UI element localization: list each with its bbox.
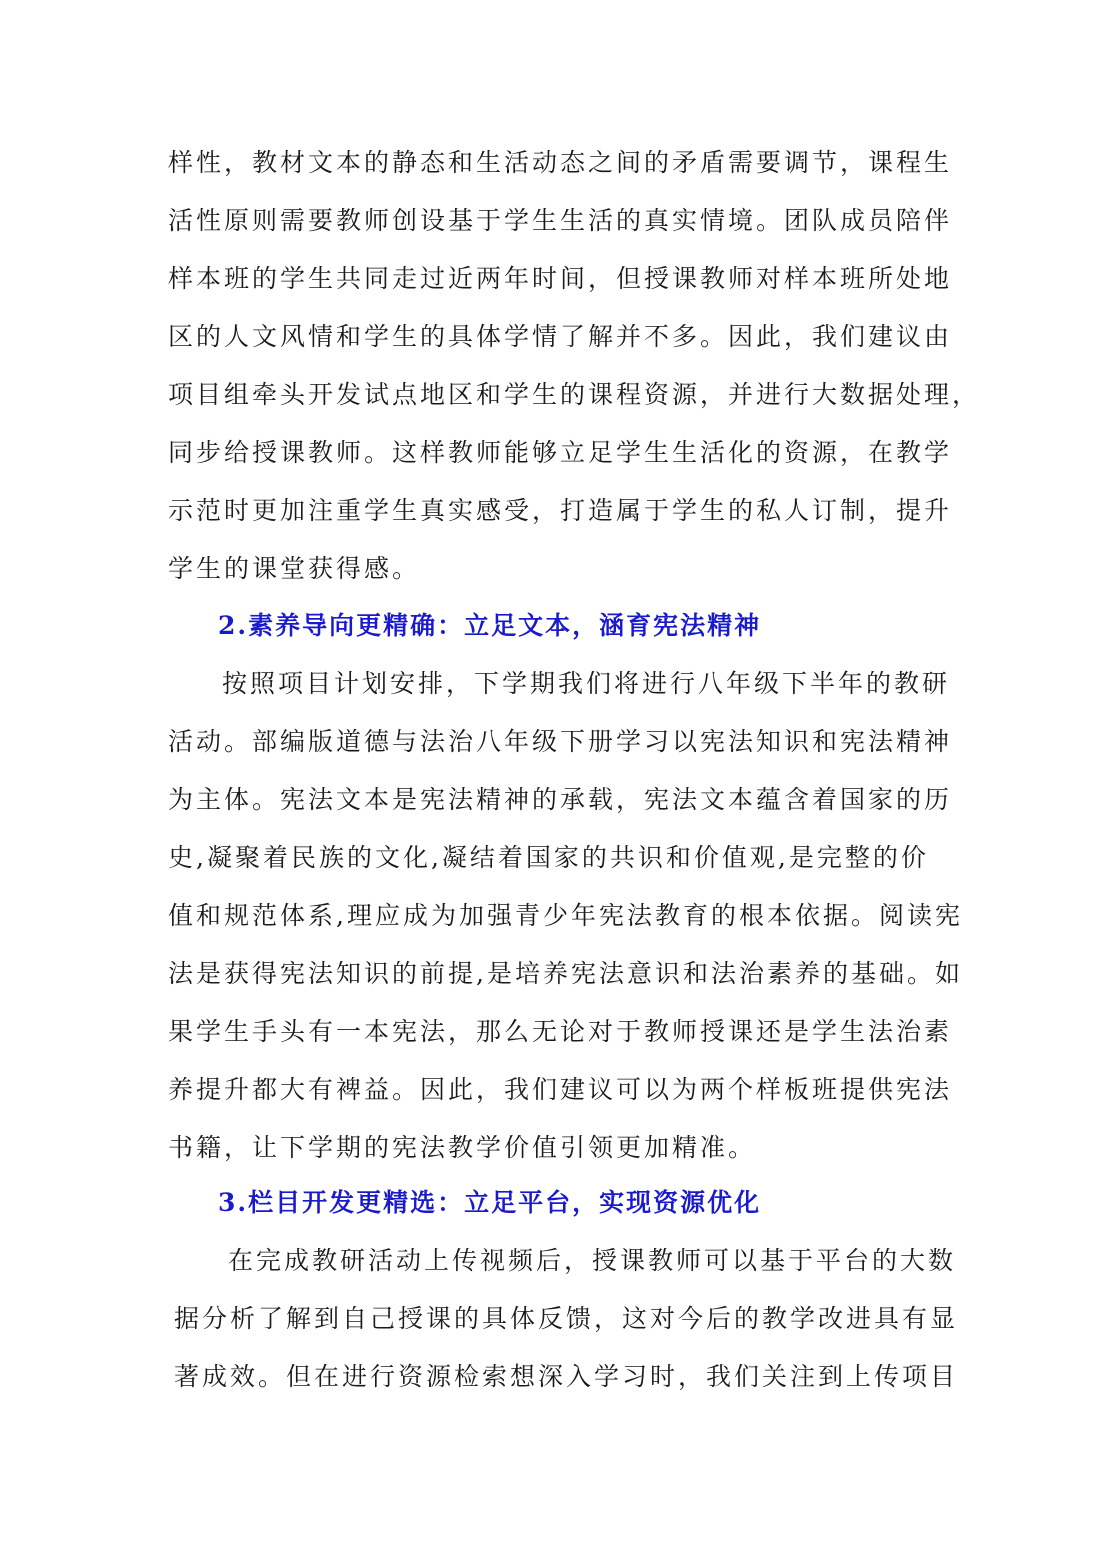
paragraph-3-line-1: 在完成教研活动上传视频后，授课教师可以基于平台的大数 — [228, 1246, 957, 1275]
paragraph-1-line-8: 学生的课堂获得感。 — [168, 554, 421, 583]
paragraph-1-line-6: 同步给授课教师。这样教师能够立足学生生活化的资源，在教学 — [168, 438, 953, 467]
paragraph-1-line-3: 样本班的学生共同走过近两年时间，但授课教师对样本班所处地 — [168, 264, 953, 293]
section-heading-3: 3.栏目开发更精选：立足平台，实现资源优化 — [218, 1188, 762, 1217]
paragraph-2-line-2: 活动。部编版道德与法治八年级下册学习以宪法知识和宪法精神 — [168, 727, 953, 756]
paragraph-3-line-2: 据分析了解到自己授课的具体反馈，这对今后的教学改进具有显 — [174, 1304, 959, 1333]
paragraph-2-line-6: 法是获得宪法知识的前提,是培养宪法意识和法治素养的基础。如 — [168, 959, 963, 988]
paragraph-1-line-5: 项目组牵头开发试点地区和学生的课程资源，并进行大数据处理， — [168, 380, 981, 409]
paragraph-2-line-8: 养提升都大有裨益。因此，我们建议可以为两个样板班提供宪法 — [168, 1075, 953, 1104]
paragraph-2-line-4: 史,凝聚着民族的文化,凝结着国家的共识和价值观,是完整的价 — [168, 843, 929, 872]
paragraph-2-line-1: 按照项目计划安排，下学期我们将进行八年级下半年的教研 — [222, 669, 951, 698]
paragraph-1-line-2: 活性原则需要教师创设基于学生生活的真实情境。团队成员陪伴 — [168, 206, 953, 235]
paragraph-3-line-3: 著成效。但在进行资源检索想深入学习时，我们关注到上传项目 — [174, 1362, 959, 1391]
paragraph-2-line-9: 书籍，让下学期的宪法教学价值引领更加精准。 — [168, 1133, 757, 1162]
section-heading-2: 2.素养导向更精确：立足文本，涵育宪法精神 — [218, 611, 762, 640]
paragraph-2-line-3: 为主体。宪法文本是宪法精神的承载，宪法文本蕴含着国家的历 — [168, 785, 953, 814]
paragraph-1-line-1: 样性，教材文本的静态和生活动态之间的矛盾需要调节，课程生 — [168, 148, 953, 177]
paragraph-1-line-4: 区的人文风情和学生的具体学情了解并不多。因此，我们建议由 — [168, 322, 953, 351]
paragraph-1-line-7: 示范时更加注重学生真实感受，打造属于学生的私人订制，提升 — [168, 496, 953, 525]
paragraph-2-line-7: 果学生手头有一本宪法，那么无论对于教师授课还是学生法治素 — [168, 1017, 953, 1046]
paragraph-2-line-5: 值和规范体系,理应成为加强青少年宪法教育的根本依据。阅读宪 — [168, 901, 963, 930]
